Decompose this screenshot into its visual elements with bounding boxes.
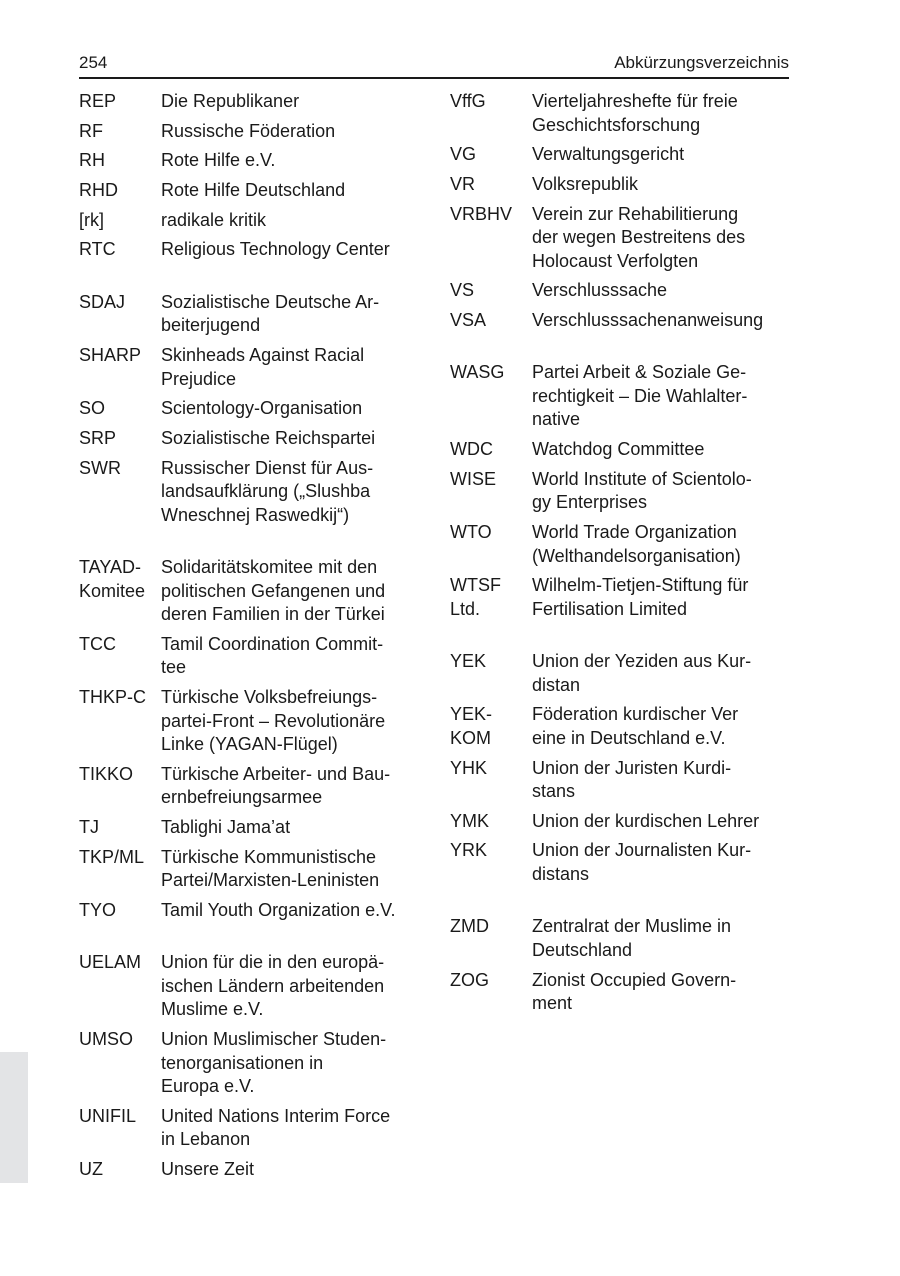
definition: Unsere Zeit: [161, 1158, 255, 1179]
definition: Watchdog Committee: [532, 439, 705, 460]
definition: Sozialistische Reichspartei: [161, 428, 376, 448]
abbreviation: RHD: [79, 180, 118, 201]
header-rule: [79, 77, 789, 79]
definition: Tamil Youth Organization e.V.: [161, 899, 396, 920]
abbreviation-entry: [79, 556, 429, 627]
abbreviation-entry: [450, 279, 800, 303]
definition: Türkische Volksbefreiungs- partei-Front – Revolutionäre Linke (YAGAN-Flügel): [161, 687, 386, 755]
definition: Zentralrat der Muslime in Deutschland: [532, 916, 732, 960]
abbreviation: TKP/ML: [79, 846, 145, 867]
definition: Verein zur Rehabilitierung der wegen Bestreitens des Holocaust Verfolgten: [532, 203, 746, 271]
abbreviation-entry: [450, 468, 800, 515]
abbreviation: SO: [79, 398, 106, 419]
definition: Solidaritätskomitee mit den politischen Gefangenen und deren Familien in der Türkei: [161, 557, 386, 625]
abbreviation: WTSF Ltd.: [450, 575, 501, 619]
abbreviation: VSA: [450, 309, 487, 330]
abbreviation-entry: [79, 846, 429, 893]
abbreviation: REP: [79, 91, 117, 111]
abbreviation-entry: [450, 173, 800, 197]
abbreviation: VS: [450, 280, 475, 301]
abbreviation-entry: [450, 361, 800, 432]
abbreviation: YEK: [450, 651, 487, 672]
abbreviation: UMSO: [79, 1029, 133, 1049]
definition: Rote Hilfe Deutschland: [161, 180, 346, 201]
definition: Vierteljahreshefte für freie Geschichtsforschung: [532, 91, 738, 135]
definition: Türkische Kommunistische Partei/Marxisten-Leninisten: [161, 846, 380, 891]
definition: World Institute of Scientolo- gy Enterprises: [532, 468, 752, 513]
abbreviation: [rk]: [79, 209, 104, 230]
abbreviation-entry: [79, 209, 429, 233]
abbreviation: SDAJ: [79, 291, 126, 312]
abbreviation-entry: [79, 457, 429, 528]
abbreviation: UELAM: [79, 952, 142, 973]
definition: Russische Föderation: [161, 120, 336, 141]
definition: Union der Yeziden aus Kur- distan: [532, 651, 752, 695]
abbreviation: YEK- KOM: [450, 704, 493, 748]
page-number: 254: [79, 53, 108, 72]
letter-group: [79, 90, 429, 262]
abbreviation-entry: [79, 1028, 429, 1099]
definition: Union der Journalisten Kur- distans: [532, 840, 752, 884]
definition: Sozialistische Deutsche Ar- beiterjugend: [161, 291, 380, 336]
abbreviation-entry: [79, 763, 429, 810]
abbreviation-entry: [450, 521, 800, 568]
abbreviation-entry: [79, 120, 429, 144]
abbreviation-entry: [79, 149, 429, 173]
abbreviation: ZMD: [450, 916, 489, 937]
letter-group: [450, 650, 800, 886]
abbreviation: VRBHV: [450, 203, 513, 224]
definition: Scientology-Organisation: [161, 398, 363, 419]
abbreviation: VR: [450, 173, 476, 194]
abbreviation-entry: [79, 686, 429, 757]
abbreviation-entry: [450, 650, 800, 697]
abbreviation: RF: [79, 120, 103, 141]
abbreviation: TCC: [79, 633, 116, 654]
abbreviation: YRK: [450, 840, 488, 861]
abbreviation: YMK: [450, 810, 490, 831]
letter-group: [79, 556, 429, 922]
abbreviation-entry: [79, 1158, 429, 1182]
abbreviation-entry: [450, 969, 800, 1016]
abbreviation: VffG: [450, 91, 486, 111]
abbreviation-entry: [450, 309, 800, 333]
definition: Skinheads Against Racial Prejudice: [161, 345, 365, 389]
abbreviation-entry: [79, 816, 429, 840]
abbreviation: WTO: [450, 522, 492, 542]
letter-group: [79, 951, 429, 1181]
letter-group: [450, 361, 800, 621]
abbreviation-entry: [450, 703, 800, 750]
definition: Verschlusssachenanweisung: [532, 309, 764, 330]
definition: Tamil Coordination Commit- tee: [161, 633, 384, 678]
left-column: [79, 90, 429, 1188]
definition: United Nations Interim Force in Lebanon: [161, 1105, 391, 1150]
abbreviation-entry: [79, 633, 429, 680]
definition: Wilhelm-Tietjen-Stiftung für Fertilisation Limited: [532, 575, 749, 619]
abbreviation-entry: [79, 427, 429, 451]
abbreviation: TJ: [79, 816, 99, 837]
abbreviation-entry: [450, 90, 800, 137]
abbreviation-entry: [79, 238, 429, 262]
definition: Die Republikaner: [161, 91, 300, 111]
abbreviation: SRP: [79, 428, 117, 448]
abbreviation: RTC: [79, 239, 116, 260]
abbreviation: TYO: [79, 899, 117, 920]
abbreviation-entry: [450, 143, 800, 167]
abbreviation: TIKKO: [79, 763, 134, 784]
abbreviation: WDC: [450, 439, 493, 460]
letter-group: [450, 90, 800, 332]
definition: Union für die in den europä- ischen Ländern arbeitenden Muslime e.V.: [161, 952, 385, 1020]
abbreviation-entry: [79, 397, 429, 421]
abbreviation-entry: [450, 839, 800, 886]
abbreviation-entry: [79, 90, 429, 114]
abbreviation: VG: [450, 144, 477, 165]
definition: Partei Arbeit & Soziale Ge- rechtigkeit – Die Wahlalter- native: [532, 362, 748, 430]
abbreviation: YHK: [450, 757, 488, 778]
abbreviation-entry: [450, 915, 800, 962]
right-column: [450, 90, 800, 1022]
definition: Volksrepublik: [532, 173, 639, 194]
abbreviation-entry: [450, 203, 800, 274]
abbreviation-entry: [79, 951, 429, 1022]
abbreviation: UZ: [79, 1158, 103, 1179]
running-header-title: Abkürzungsverzeichnis: [614, 53, 789, 72]
abbreviation-entry: [79, 344, 429, 391]
definition: Union der Juristen Kurdi- stans: [532, 757, 732, 802]
definition: Tablighi Jama’at: [161, 816, 291, 837]
abbreviation: WISE: [450, 468, 497, 489]
letter-group: [450, 915, 800, 1015]
definition: Russischer Dienst für Aus- landsaufklärung („Slushba Wneschnej Raswedkij“): [161, 457, 374, 525]
abbreviation: ZOG: [450, 969, 489, 990]
abbreviation-entry: [450, 438, 800, 462]
abbreviation: THKP-C: [79, 687, 146, 708]
definition: Union Muslimischer Studen- tenorganisationen in Europa e.V.: [161, 1029, 387, 1096]
abbreviation: UNIFIL: [79, 1105, 137, 1126]
definition: Verwaltungsgericht: [532, 144, 685, 165]
definition: Zionist Occupied Govern- ment: [532, 969, 737, 1014]
abbreviation-entry: [79, 291, 429, 338]
definition: Religious Technology Center: [161, 239, 390, 260]
letter-group: [79, 291, 429, 527]
abbreviation: TAYAD- Komitee: [79, 557, 146, 601]
definition: Föderation kurdischer Ver eine in Deutschland e.V.: [532, 704, 739, 748]
abbreviation: SHARP: [79, 345, 142, 366]
definition: Rote Hilfe e.V.: [161, 150, 276, 171]
thumb-index-tab: [0, 1052, 28, 1183]
abbreviation-entry: [450, 810, 800, 834]
definition: Union der kurdischen Lehrer: [532, 810, 760, 831]
abbreviation-entry: [79, 179, 429, 203]
definition: World Trade Organization (Welthandelsorganisation): [532, 522, 741, 566]
definition: Türkische Arbeiter- und Bau- ernbefreiungsarmee: [161, 763, 391, 808]
abbreviation-entry: [79, 899, 429, 923]
definition: Verschlusssache: [532, 280, 668, 301]
abbreviation: RH: [79, 150, 105, 171]
abbreviation-entry: [450, 574, 800, 621]
abbreviation-entry: [79, 1105, 429, 1152]
abbreviation: SWR: [79, 457, 121, 478]
abbreviation: WASG: [450, 362, 505, 383]
abbreviation-entry: [450, 757, 800, 804]
definition: radikale kritik: [161, 209, 267, 230]
